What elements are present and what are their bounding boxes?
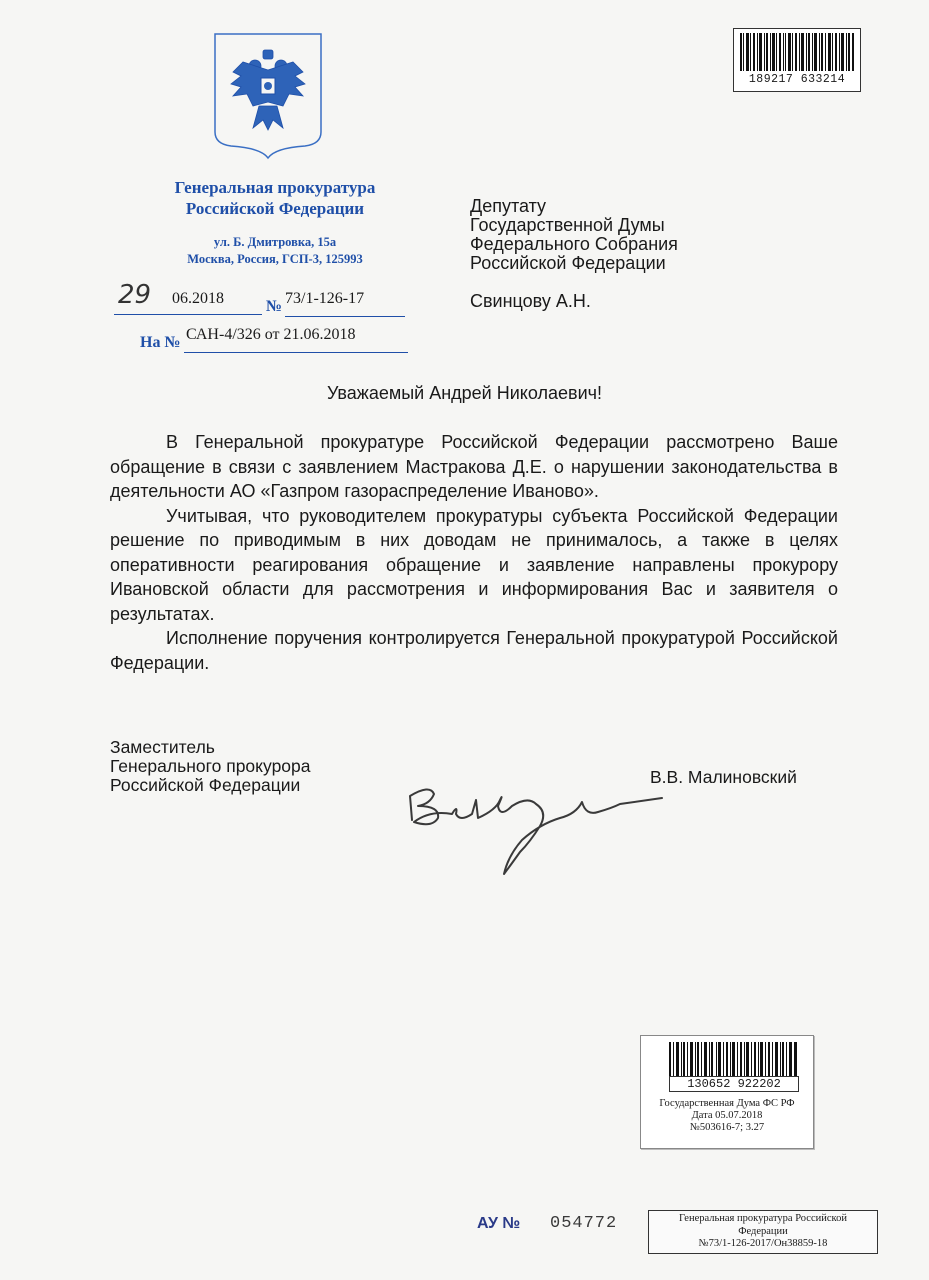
stamp-line1: Государственная Дума ФС РФ bbox=[659, 1098, 795, 1109]
signatory-name: В.В. Малиновский bbox=[650, 767, 797, 787]
ref-date-rest: 06.2018 bbox=[172, 290, 224, 307]
reply-underline bbox=[184, 352, 408, 353]
stamp-line2: Дата 05.07.2018 bbox=[691, 1110, 763, 1121]
barcode-icon bbox=[669, 1042, 797, 1076]
reply-ref bbox=[184, 326, 408, 354]
org-title-line1: Генеральная прокуратура bbox=[174, 178, 376, 197]
ref-date bbox=[114, 280, 264, 318]
stamp-info bbox=[641, 1098, 813, 1134]
signatory-title-line2: Генерального прокурора bbox=[110, 756, 311, 776]
reg-line3: №73/1-126-2017/Он38859-18 bbox=[698, 1238, 828, 1249]
signatory-title bbox=[110, 738, 311, 795]
body-paragraph-1: В Генеральной прокуратуре Российской Федерации рассмотрено Ваше обращение в связи с заявлением Мастракова Д.Е. о нарушении законодательства в деятельности АО «Газпром газораспределение Иваново». bbox=[110, 432, 838, 501]
barcode-icon bbox=[740, 33, 854, 71]
coat-of-arms-icon bbox=[213, 32, 323, 160]
body-paragraph-3: Исполнение поручения контролируется Генеральной прокуратурой Российской Федерации. bbox=[110, 628, 838, 673]
body-paragraph-2: Учитывая, что руководителем прокуратуры субъекта Российской Федерации решение по приводимым в них доводам не принималось, а также в целях оперативности реагирования обращение и заявление направлены прокурору Ивановской области для рассмотрения и информирования Вас и заявителя о результатах. bbox=[110, 505, 838, 624]
org-address-line1: ул. Б. Дмитровка, 15а bbox=[213, 235, 337, 249]
addressee bbox=[470, 197, 678, 311]
signatory-title-line3: Российской Федерации bbox=[110, 775, 301, 795]
barcode-top-number: 189217 633214 bbox=[748, 73, 846, 86]
stamp-line3: №503616-7; 3.27 bbox=[689, 1122, 765, 1133]
org-title-line2: Российской Федерации bbox=[185, 199, 365, 218]
reg-line1: Генеральная прокуратура Российской bbox=[679, 1213, 847, 1224]
incoming-stamp bbox=[640, 1035, 814, 1149]
org-address bbox=[150, 234, 400, 268]
ref-number-value: 73/1-126-17 bbox=[285, 290, 365, 307]
reply-value: САН-4/326 от 21.06.2018 bbox=[186, 326, 356, 343]
ref-day-handwritten: 29 bbox=[118, 280, 152, 310]
org-address-line2: Москва, Россия, ГСП-3, 125993 bbox=[187, 252, 363, 266]
org-title bbox=[130, 177, 420, 219]
addressee-line2: Государственной Думы bbox=[470, 215, 665, 235]
form-series-number: 054772 bbox=[550, 1214, 618, 1233]
addressee-line4: Российской Федерации bbox=[470, 253, 666, 273]
barcode-top bbox=[733, 28, 861, 92]
greeting: Уважаемый Андрей Николаевич! bbox=[326, 383, 603, 403]
reg-line2: Федерации bbox=[738, 1225, 788, 1237]
ref-number bbox=[285, 290, 405, 318]
addressee-line1: Депутату bbox=[470, 196, 547, 216]
letter-body bbox=[110, 430, 838, 675]
form-series-label: АУ № bbox=[477, 1215, 521, 1232]
addressee-name: Свинцову А.Н. bbox=[470, 291, 591, 311]
stamp-barcode-number: 130652 922202 bbox=[669, 1076, 799, 1092]
handwritten-signature bbox=[400, 770, 680, 880]
ref-date-underline bbox=[114, 314, 262, 315]
outgoing-registration-box bbox=[648, 1210, 878, 1254]
reply-label: На № bbox=[140, 334, 181, 351]
ref-number-label: № bbox=[266, 298, 283, 315]
ref-number-underline bbox=[285, 316, 405, 317]
addressee-line3: Федерального Собрания bbox=[470, 234, 678, 254]
signatory-title-line1: Заместитель bbox=[110, 737, 215, 757]
